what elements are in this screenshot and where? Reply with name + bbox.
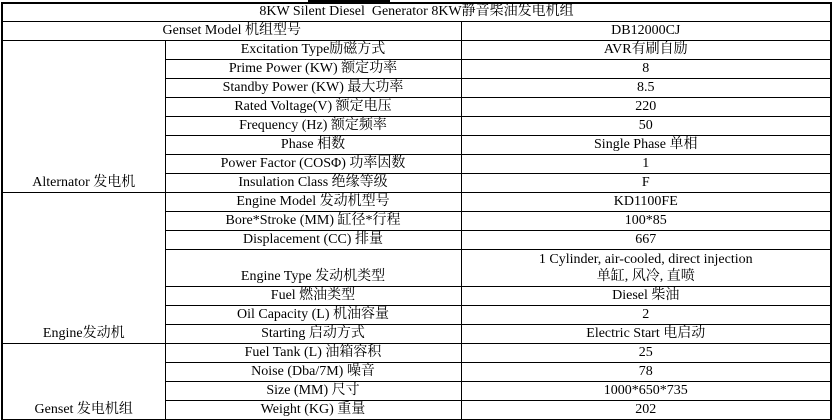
spec-label: Engine Model 发动机型号 xyxy=(165,193,461,212)
engine-type-line2: 单缸, 风冷, 直喷 xyxy=(596,269,695,284)
spec-value: F xyxy=(461,174,831,193)
spec-label: Displacement (CC) 排量 xyxy=(165,231,461,250)
spec-label: Prime Power (KW) 额定功率 xyxy=(165,60,461,79)
engine-type-line1: 1 Cylinder, air-cooled, direct injection xyxy=(538,252,753,267)
spec-value: 8.5 xyxy=(461,79,831,98)
spec-value: 2 xyxy=(461,306,831,325)
spec-value: Diesel 柴油 xyxy=(461,287,831,306)
spec-value xyxy=(461,250,831,287)
spec-label: Fuel 燃油类型 xyxy=(165,287,461,306)
table-row xyxy=(2,344,831,363)
spec-label: Starting 启动方式 xyxy=(165,325,461,344)
spec-value: 1000*650*735 xyxy=(461,382,831,401)
spec-label: Excitation Type励磁方式 xyxy=(165,41,461,60)
table-row xyxy=(2,3,831,22)
spec-label: Oil Capacity (L) 机油容量 xyxy=(165,306,461,325)
spec-label: Rated Voltage(V) 额定电压 xyxy=(165,98,461,117)
table-row xyxy=(2,41,831,60)
group-label-genset: Genset 发电机组 xyxy=(2,344,165,420)
spec-label: Noise (Dba/7M) 噪音 xyxy=(165,363,461,382)
spec-value: Single Phase 单相 xyxy=(461,136,831,155)
spec-value: 667 xyxy=(461,231,831,250)
spec-label: Power Factor (COSΦ) 功率因数 xyxy=(165,155,461,174)
spec-label: Phase 相数 xyxy=(165,136,461,155)
spec-label: Size (MM) 尺寸 xyxy=(165,382,461,401)
spec-label: Fuel Tank (L) 油箱容积 xyxy=(165,344,461,363)
spec-value: KD1100FE xyxy=(461,193,831,212)
spec-value: 8 xyxy=(461,60,831,79)
spec-value: 50 xyxy=(461,117,831,136)
genset-model-value: DB12000CJ xyxy=(461,22,831,41)
spec-label: Engine Type 发动机类型 xyxy=(165,250,461,287)
generator-spec-table xyxy=(1,2,832,420)
group-label-alternator: Alternator 发电机 xyxy=(2,41,165,193)
spec-label: Frequency (Hz) 额定频率 xyxy=(165,117,461,136)
spec-value: 1 xyxy=(461,155,831,174)
group-label-engine: Engine发动机 xyxy=(2,193,165,344)
spec-label: Bore*Stroke (MM) 缸径*行程 xyxy=(165,212,461,231)
spec-value: 25 xyxy=(461,344,831,363)
table-row xyxy=(2,193,831,212)
spec-value: Electric Start 电启动 xyxy=(461,325,831,344)
genset-model-label: Genset Model 机组型号 xyxy=(2,22,461,41)
spec-value: 220 xyxy=(461,98,831,117)
spec-label: Standby Power (KW) 最大功率 xyxy=(165,79,461,98)
spec-label: Insulation Class 绝缘等级 xyxy=(165,174,461,193)
spec-value: 202 xyxy=(461,401,831,420)
spec-label: Weight (KG) 重量 xyxy=(165,401,461,420)
table-row xyxy=(2,22,831,41)
spec-value: 100*85 xyxy=(461,212,831,231)
spec-value: AVR有刷自励 xyxy=(461,41,831,60)
spec-value: 78 xyxy=(461,363,831,382)
table-title: 8KW Silent Diesel Generator 8KW静音柴油发电机组 xyxy=(2,3,831,22)
